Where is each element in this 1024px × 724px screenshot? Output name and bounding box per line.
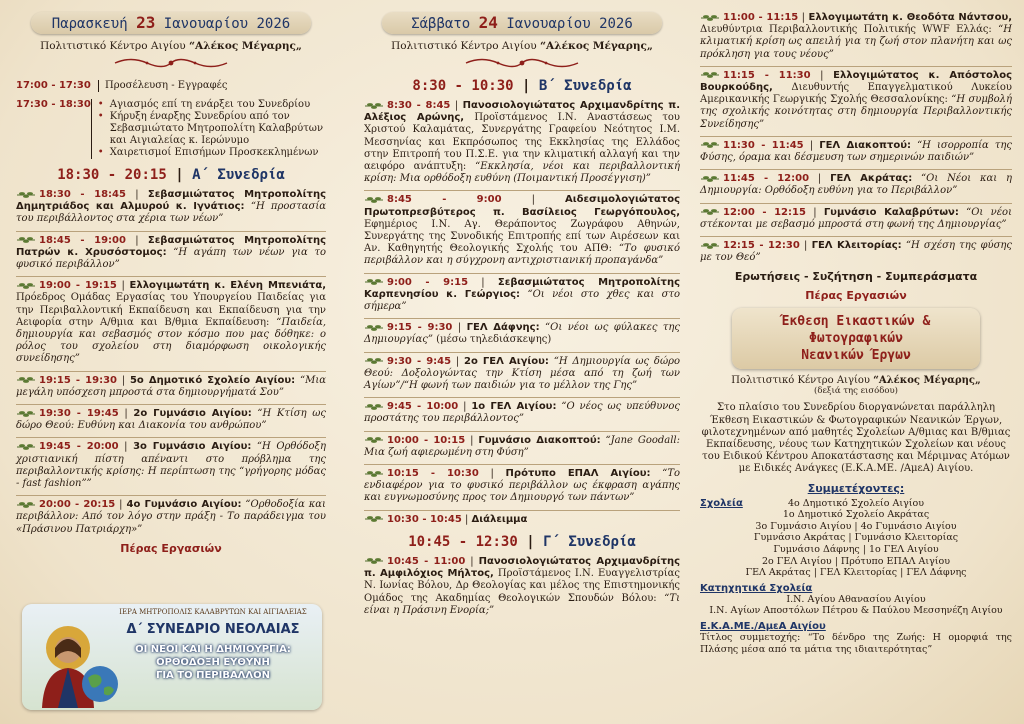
separator xyxy=(700,203,1012,204)
speaker: Ελλογιμωτάτη κ. Ελένη Μπενιάτα, xyxy=(129,280,326,292)
exhibition-heading xyxy=(732,308,980,369)
separator xyxy=(700,236,1012,237)
olive-leaf-icon xyxy=(700,208,720,216)
olive-leaf-icon xyxy=(364,278,384,286)
day-name: Παρασκευή xyxy=(51,16,128,32)
time-label: 19:30 - 19:45 xyxy=(39,408,119,420)
speaker: 3ο Γυμνάσιο Αιγίου: xyxy=(133,441,252,453)
time-label: 9:15 - 9:30 xyxy=(387,322,453,334)
friday-column xyxy=(0,0,340,724)
separator xyxy=(16,231,326,232)
time-label: 18:45 - 19:00 xyxy=(39,234,126,246)
olive-leaf-icon xyxy=(364,357,384,365)
catechetical-list xyxy=(700,594,1012,617)
exhibition-title: Νεανικών Έργων xyxy=(801,348,911,364)
time-label: 11:45 - 12:00 xyxy=(723,173,810,185)
talk-title: “Ο νέος ως υπεύθυνος προστάτης του περιβάλλοντος” xyxy=(364,401,680,425)
date-heading-friday xyxy=(31,12,311,34)
speaker: Γυμνάσιο Καλαβρύτων: xyxy=(823,206,959,218)
olive-leaf-icon xyxy=(364,403,384,411)
venue-line xyxy=(16,40,326,52)
venue-label: Πολιτιστικό Κέντρο Αιγίου xyxy=(391,40,537,52)
speaker: Πανοσιολογιώτατος Αρχιμανδρίτης π. Αλέξιος Αρώνης, xyxy=(364,100,680,124)
ornament-icon xyxy=(111,56,231,70)
program-item: 18:45 - 19:00 | Σεβασμιώτατος Μητροπολίτης Πατρών κ. Χρυσόστομος: “Η αγάπη των νέων για το φυσικό περιβάλλον” xyxy=(16,234,327,271)
opening-list xyxy=(91,99,326,159)
speaker: ΓΕΛ Ακράτας: xyxy=(830,173,913,185)
separator xyxy=(364,510,680,511)
olive-leaf-icon xyxy=(700,71,720,79)
ekame-label: Ε.Κ.Α.ΜΕ./ΑμεΑ Αιγίου xyxy=(700,621,826,633)
separator xyxy=(16,404,326,405)
talk-title: “Η κλιματική κρίση ως απειλή για τη ζωή στον πλανήτη και ως πρόκληση για τους νέους” xyxy=(700,24,1012,60)
banner-subtitle xyxy=(106,643,320,682)
olive-leaf-icon xyxy=(700,14,720,22)
session-a-list xyxy=(16,189,326,536)
speaker: Σεβασμιώτατος Μητροπολίτης Δημητριάδος και Αλμυρού κ. Ιγνάτιος: xyxy=(16,189,326,213)
program-item: 10:45 - 11:00 | Πανοσιολογιώτατος Αρχιμανδρίτης π. Αμφιλόχιος Μήλτος, Προϊστάμενος Ι.Ν. Ευαγγελιστρίας Ν. Ιωνίας Βόλου, Δρ Θεολογίας και μέλος της Επιστημονικής Ομάδος της Ακαδημίας Θεολογικών Σπουδών Βόλου: “Τι είναι η Πράσινη Ενορία;” xyxy=(364,555,681,616)
session-b-list xyxy=(364,100,680,526)
speaker: 5ο Δημοτικό Σχολείο Αιγίου: xyxy=(129,374,296,386)
program-item: 11:30 - 11:45 | ΓΕΛ Διακοπτού: “Η ισορροπία της Φύσης, όραμα και δέσμευση των σημερινών παιδιών” xyxy=(700,139,1013,164)
separator xyxy=(364,190,680,191)
time-label: 9:00 - 9:15 xyxy=(387,276,469,288)
separator xyxy=(364,431,680,432)
speaker-role: Προϊστάμενος Ι.Ν. Αναστάσεως του Χριστού Καλαμάτας, Συνεργάτης Γραφείου Νεότητος Ι.Μ. Μεσσηνίας και Εκπρόσωπος της Εκκλησίας της Ελλάδος στην Επιτροπή του Π.Σ.Ε. για την κλιματική αλλαγή και την αειφόρο ανάπτυξη: xyxy=(364,112,681,173)
list-item: 4ο Δημοτικό Σχολείο Αιγίου xyxy=(788,497,924,509)
olive-leaf-icon xyxy=(364,196,384,204)
list-item: • Κήρυξη έναρξης Συνεδρίου από τον Σεβασμιώτατο Μητροπολίτη Καλαβρύτων και Αιγιαλείας κ. Ιερώνυμο xyxy=(108,111,326,147)
program-item: 11:00 - 11:15 | Ελλογιμωτάτη κ. Θεοδότα Νάντσου, Διευθύντρια Περιβαλλοντικής Πολιτικής WWF Ελλάς: “Η κλιματική κρίση ως απειλή για τη ζωή στον πλανήτη και ως πρόκληση για τους νέους” xyxy=(700,12,1012,60)
program-item: 18:30 - 18:45 | Σεβασμιώτατος Μητροπολίτης Δημητριάδος και Αλμυρού κ. Ιγνάτιος: “Η προστασία του περιβάλλοντος στα χέρια των νέων” xyxy=(16,189,326,225)
exhibition-description: Στο πλαίσιο του Συνεδρίου διοργανώνεται παράλληλη Έκθεση Εικαστικών & Φωτογραφικών Νεανικών Έργων, φιλοτεχνημένων από μαθητές Σχολείων Α/θμιας και Β/θμιας Εκπαίδευσης, νέους των Κατηχητικών Σχολείων και νέους του Ειδικού Κέντρου Αποκατάστασης και Μέριμνας Ατόμων με Ειδικές Ανάγκες (Ε.Κ.Α.ΜΕ. /ΑμεΑ) Αιγίου. xyxy=(701,402,1011,475)
time-label: 19:15 - 19:30 xyxy=(39,374,117,386)
session-time: 8:30 - 10:30 xyxy=(412,78,514,94)
program-item: 11:45 - 12:00 | ΓΕΛ Ακράτας: “Οι Νέοι και η Δημιουργία: Ορθόδοξη ευθύνη για το Περιβάλλον” xyxy=(700,173,1012,197)
speaker-role: Εφημέριος Ι.Ν. Αγ. Θεράποντος Ζωγράφου Αθηνών, Συνεργάτης της Συνοδικής Επιτροπής επί των Αιρέσεων και Αν. Καθηγητής Θεολογικής Σχολής του ΑΠΘ: xyxy=(364,218,680,255)
talk-note: (μέσω τηλεδιάσκεψης) xyxy=(436,334,552,346)
speaker: ΓΕΛ Διακοπτού: xyxy=(819,139,911,151)
talk-title: “Οι Νέοι και η Δημιουργία: Ορθόδοξη ευθύνη για το Περιβάλλον” xyxy=(700,173,1012,197)
talk-title: “Η ισορροπία της Φύσης, όραμα και δέσμευση των σημερινών παιδιών” xyxy=(700,139,1013,164)
list-item: 2ο ΓΕΛ Αιγίου | Πρότυπο ΕΠΑΛ Αιγίου xyxy=(762,555,950,567)
separator xyxy=(16,437,326,438)
schools-list xyxy=(700,498,1012,579)
date-heading-saturday xyxy=(382,12,662,34)
separator xyxy=(16,371,326,372)
speaker: Αιδεσιμολογιώτατος Πρωτοπρεσβύτερος π. Βασίλειος Γεωργόπουλος, xyxy=(364,194,680,218)
day-number: 23 xyxy=(136,13,156,32)
olive-leaf-icon xyxy=(16,376,36,384)
program-item: 9:45 - 10:00 | 1ο ΓΕΛ Αιγίου: “Ο νέος ως υπεύθυνος προστάτης του περιβάλλοντος” xyxy=(364,401,680,425)
time-label: 12:00 - 12:15 xyxy=(723,206,806,218)
banner-text xyxy=(106,608,320,682)
qa-line: Ερωτήσεις - Συζήτηση - Συμπεράσματα xyxy=(734,270,978,284)
talk-title: “Το φυσικό περιβάλλον και η σύγχρονη αντιχριστιανική προπαγάνδα” xyxy=(364,243,681,267)
list-item: • Χαιρετισμοί Επισήμων Προσκεκλημένων xyxy=(108,147,326,159)
pre-session-row xyxy=(16,99,326,159)
month-name: Ιανουαρίου xyxy=(506,16,591,32)
venue-label: Πολιτιστικό Κέντρο Αιγίου xyxy=(731,375,870,387)
talk-title: “Η προστασία του περιβάλλοντος στα χέρια των νέων” xyxy=(16,201,326,225)
program-item: 19:45 - 20:00 | 3ο Γυμνάσιο Αιγίου: “Η Ορθόδοξη χριστιανική πίστη απέναντι στο πρόβλημα της περιβαλλοντικής κρίσης: Η περίπτωση της “γρήγορης μόδας - fast fashion”” xyxy=(16,441,326,490)
time-label: 19:00 - 19:15 xyxy=(39,280,117,292)
talk-title: “Jane Goodall: Μια ζωή αφιερωμένη στη Φύση” xyxy=(364,434,680,458)
row-text: Προσέλευση - Εγγραφές xyxy=(98,80,227,92)
session-a-heading: 18:30 - 20:15 | Α΄ Συνεδρία xyxy=(57,167,285,183)
session-time: 10:45 - 12:30 xyxy=(408,533,518,550)
program-item: 10:00 - 10:15 | Γυμνάσιο Διακοπτού: “Jane Goodall: Μια ζωή αφιερωμένη στη Φύση” xyxy=(364,434,680,458)
time-label: 19:45 - 20:00 xyxy=(39,441,119,453)
talk-title: “Παιδεία, δημιουργία και σεβασμός στον κόσμο που μας δόθηκε: ο ρόλος του σχολείου στη διαμόρφωση οικολογικής συνείδησης” xyxy=(16,316,326,365)
program-item: 20:00 - 20:15 | 4ο Γυμνάσιο Αιγίου: “Ορθοδοξία και περιβάλλον: Από τον λόγο στην πράξη - Το παράδειγμα του «Πράσινου Πατριάρχη»” xyxy=(16,499,326,535)
participants-heading: Συμμετέχοντες: xyxy=(807,481,905,495)
session-name: Γ΄ Συνεδρία xyxy=(543,533,636,550)
program-item: 19:30 - 19:45 | 2ο Γυμνάσιο Αιγίου: “Η Κτίση ως δώρο Θεού: Ευθύνη και Διακονία του ανθρώπου” xyxy=(16,408,327,432)
olive-leaf-icon xyxy=(700,175,720,183)
olive-leaf-icon xyxy=(16,236,36,244)
olive-leaf-icon xyxy=(364,102,384,110)
year: 2026 xyxy=(256,16,291,32)
speaker-role: Προϊστάμενος Ι.Ν. Ευαγγελιστρίας Ν. Ιωνίας Βόλου, Δρ Θεολογίας και μέλος της Επιστημονικής Ομάδος της Ακαδημίας Θεολογικών Σπουδών Βόλου: xyxy=(364,568,681,604)
talk-title: “Οι νέοι ως φύλακες της Δημιουργίας” xyxy=(364,322,680,346)
time-label: 10:30 - 10:45 xyxy=(387,513,462,525)
olive-leaf-icon xyxy=(364,324,384,332)
speaker: 1ο ΓΕΛ Αιγίου: xyxy=(471,401,557,413)
program-item: 12:00 - 12:15 | Γυμνάσιο Καλαβρύτων: “Οι νέοι στέκονται με σεβασμό μπροστά στη φωνή της Δημιουργίας” xyxy=(700,206,1012,230)
time-label: 17:30 - 18:30 xyxy=(16,99,91,110)
speaker: 4ο Γυμνάσιο Αιγίου: xyxy=(126,499,242,511)
talk-title: “Η αγάπη των νέων για το φυσικό περιβάλλον” xyxy=(16,246,327,271)
time-label: 10:15 - 10:30 xyxy=(387,468,479,480)
venue-name: “Αλέκος Μέγαρης„ xyxy=(873,375,981,387)
time-label: 11:00 - 11:15 xyxy=(723,12,799,23)
separator xyxy=(700,66,1012,67)
time-label: 8:45 - 9:00 xyxy=(387,194,502,206)
olive-leaf-icon xyxy=(364,515,384,523)
speaker: Διάλειμμα xyxy=(471,513,528,525)
time-label: 11:15 - 11:30 xyxy=(723,69,811,81)
day-name: Σάββατο xyxy=(411,16,471,32)
olive-leaf-icon xyxy=(700,141,720,149)
separator xyxy=(16,276,326,277)
program-item: 10:30 - 10:45 | Διάλειμμα xyxy=(364,514,680,526)
speaker: Πρότυπο ΕΠΑΛ Αιγίου: xyxy=(505,468,651,480)
olive-leaf-icon xyxy=(700,242,720,250)
program-item: 12:15 - 12:30 | ΓΕΛ Κλειτορίας: “Η σχέση της φύσης με τον Θεό” xyxy=(700,240,1012,264)
separator xyxy=(364,397,680,398)
program-item: 19:00 - 19:15 | Ελλογιμωτάτη κ. Ελένη Μπενιάτα, Πρόεδρος Ομάδας Εργασίας του Υπουργείου Παιδείας για την Περιβαλλοντική Εκπαίδευση και Εκπαίδευση για την Αειφορία στην Α/θμια και Β/θμια Εκπαίδευση: “Παιδεία, δημιουργία και σεβασμός στον κόσμο που μας δόθηκε: ο ρόλος του σχολείου στη διαμόρφωση οικολογικής συνείδησης” xyxy=(16,280,326,365)
session-name: Β΄ Συνεδρία xyxy=(538,78,632,94)
list-item: Ι.Ν. Αγίων Αποστόλων Πέτρου & Παύλου Μεσσηνέζη Αιγίου xyxy=(709,605,1003,617)
exhibition-title: Έκθεση Εικαστικών & Φωτογραφικών xyxy=(781,314,931,347)
time-label: 8:30 - 8:45 xyxy=(387,100,451,111)
olive-leaf-icon xyxy=(16,501,36,509)
list-item: Ι.Ν. Αγίου Αθανασίου Αιγίου xyxy=(786,593,926,605)
banner-line: ΟΙ ΝΕΟΙ ΚΑΙ Η ΔΗΜΙΟΥΡΓΙΑ: xyxy=(135,644,291,655)
time-label: 10:45 - 11:00 xyxy=(387,555,466,567)
session-name: Α΄ Συνεδρία xyxy=(192,167,285,183)
separator xyxy=(16,495,326,496)
list-item: Γυμνάσιο Ακράτας | Γυμνάσιο Κλειτορίας xyxy=(753,532,959,544)
separator xyxy=(364,464,680,465)
time-label: 18:30 - 18:45 xyxy=(39,189,126,200)
conference-banner xyxy=(22,604,322,710)
olive-leaf-icon xyxy=(364,436,384,444)
talk-title: “Η Δημιουργία ως δώρο Θεού: Δοξολογώντας την Κτίση μέσα από τη ζωή των Αγίων”/“Η φωνή των παιδιών για το μέλλον της Γης” xyxy=(364,355,681,392)
month-name: Ιανουαρίου xyxy=(163,16,249,32)
ornament-icon xyxy=(462,56,582,70)
end-of-work: Πέρας Εργασιών xyxy=(805,289,907,303)
time-label: 9:45 - 10:00 xyxy=(387,401,459,413)
venue-line xyxy=(364,40,680,52)
speaker: Γυμνάσιο Διακοπτού: xyxy=(478,434,601,446)
talk-title: “Οι νέοι στο χθες και στο σήμερα” xyxy=(364,288,680,313)
speaker: 2ο ΓΕΛ Αιγίου: xyxy=(464,355,549,367)
talk-title: “Η Ορθόδοξη χριστιανική πίστη απέναντι στο πρόβλημα της περιβαλλοντικής κρίσης: Η περίπτωση της “γρήγορης μόδας - fast fashion”” xyxy=(16,441,326,490)
banner-line: ΙΕΡΑ ΜΗΤΡΟΠΟΛΙΣ ΚΑΛΑΒΡΥΤΩΝ ΚΑΙ ΑΙΓΙΑΛΕΙΑΣ xyxy=(119,608,307,616)
olive-leaf-icon xyxy=(16,191,36,199)
program-item: 9:30 - 9:45 | 2ο ΓΕΛ Αιγίου: “Η Δημιουργία ως δώρο Θεού: Δοξολογώντας την Κτίση μέσα από τη ζωή των Αγίων”/“Η φωνή των παιδιών για το μέλλον της Γης” xyxy=(364,355,681,392)
olive-leaf-icon xyxy=(16,410,36,418)
program-item: 9:00 - 9:15 | Σεβασμιώτατος Μητροπολίτης Καρπενησίου κ. Γεώργιος: “Οι νέοι στο χθες και στο σήμερα” xyxy=(364,276,680,313)
speaker: Ελλογιμώτατος κ. Απόστολος Βουρκούδης, xyxy=(700,69,1012,94)
speaker: Ελλογιμωτάτη κ. Θεοδότα Νάντσου, xyxy=(808,12,1012,23)
separator xyxy=(364,352,680,353)
speaker: Πανοσιολογιώτατος Αρχιμανδρίτης π. Αμφιλόχιος Μήλτος, xyxy=(364,555,681,580)
time-label: 20:00 - 20:15 xyxy=(39,499,116,511)
end-of-work: Πέρας Εργασιών xyxy=(120,541,222,555)
list-item: ΓΕΛ Ακράτας | ΓΕΛ Κλειτορίας | ΓΕΛ Δάφνης xyxy=(745,567,967,579)
talk-title: “Η σχέση της φύσης με τον Θεό” xyxy=(700,240,1012,264)
program-item: 8:30 - 8:45 | Πανοσιολογιώτατος Αρχιμανδρίτης π. Αλέξιος Αρώνης, Προϊστάμενος Ι.Ν. Αναστάσεως του Χριστού Καλαμάτας, Συνεργάτης Γραφείου Νεότητος Ι.Μ. Μεσσηνίας και Εκπρόσωπος της Εκκλησίας της Ελλάδος στην Επιτροπή του Π.Σ.Ε. για την κλιματική αλλαγή και την αειφόρο ανάπτυξη: “Εκκλησία, νέοι και περιβαλλοντική κρίση: Μια ορθόδοξη ευθύνη (Ποιμαντική Προσέγγιση)” xyxy=(364,100,681,185)
program-item: 11:15 - 11:30 | Ελλογιμώτατος κ. Απόστολος Βουρκούδης, Διευθυντής Επαγγελματικού Λυκείου Αμερικανικής Γεωργικής Σχολής Θεσσαλονίκης: “Η συμβολή της σχολικής κοινότητας στη δημιουργία Περιβαλλοντικής Συνείδησης” xyxy=(700,69,1012,130)
speaker: ΓΕΛ Δάφνης: xyxy=(466,322,540,334)
time-label: 11:30 - 11:45 xyxy=(723,139,804,151)
banner-line: ΓΙΑ ΤΟ ΠΕΡΙΒΑΛΛΟΝ xyxy=(155,670,271,681)
time-label: 12:15 - 12:30 xyxy=(723,240,800,252)
banner-title: Δ΄ ΣΥΝΕΔΡΙΟ ΝΕΟΛΑΙΑΣ xyxy=(126,622,300,637)
time-label: 10:00 - 10:15 xyxy=(387,434,466,446)
olive-leaf-icon xyxy=(364,470,384,478)
list-item: 1ο Δημοτικό Σχολείο Ακράτας xyxy=(782,509,930,521)
time-label: 17:00 - 17:30 xyxy=(16,80,91,91)
list-item: Γυμνάσιο Δάφνης | 1ο ΓΕΛ Αιγίου xyxy=(773,544,939,556)
venue-name: “Αλέκος Μέγαρης„ xyxy=(540,40,653,52)
talk-title: “Το ενδιαφέρον για το φυσικό περιβάλλον ως έκφραση αγάπης και ευγνωμοσύνης προς τον Δημιουργό των πάντων” xyxy=(364,468,681,504)
talk-title: “Ορθοδοξία και περιβάλλον: Από τον λόγο στην πράξη - Το παράδειγμα του «Πράσινου Πατριάρχη»” xyxy=(16,499,326,535)
session-b-heading: 8:30 - 10:30 | Β΄ Συνεδρία xyxy=(412,78,632,94)
talk-title: “Τι είναι η Πράσινη Ενορία;” xyxy=(364,592,680,616)
program-item: 10:15 - 10:30 | Πρότυπο ΕΠΑΛ Αιγίου: “Το ενδιαφέρον για το φυσικό περιβάλλον ως έκφραση αγάπης και ευγνωμοσύνης προς τον Δημιουργό των πάντων” xyxy=(364,468,681,504)
catechetical-label: Κατηχητικά Σχολεία xyxy=(700,582,813,594)
speaker-role: Διευθύντρια Περιβαλλοντικής Πολιτικής WWF Ελλάς: xyxy=(700,24,992,36)
venue-label: Πολιτιστικό Κέντρο Αιγίου xyxy=(40,40,186,52)
year: 2026 xyxy=(599,16,633,32)
session-time: 18:30 - 20:15 xyxy=(57,167,167,183)
banner-line: ΟΡΘΟΔΟΞΗ ΕΥΘΥΝΗ xyxy=(156,657,270,668)
speaker: 2ο Γυμνάσιο Αιγίου: xyxy=(133,408,252,420)
ekame-text: Τίτλος συμμετοχής: “Το δένδρο της Ζωής: Η ομορφιά της Πλάσης μέσα από τα μάτια της ιδιαιτερότητας” xyxy=(700,632,1012,655)
olive-leaf-icon xyxy=(16,443,36,451)
talk-title: “Η συμβολή της σχολικής κοινότητας στη δημιουργία Περιβαλλοντικής Συνείδησης” xyxy=(700,94,1012,130)
day-number: 24 xyxy=(478,13,498,32)
separator xyxy=(364,273,680,274)
separator xyxy=(700,169,1012,170)
olive-leaf-icon xyxy=(16,282,36,290)
speaker-role: Πρόεδρος Ομάδας Εργασίας του Υπουργείου Παιδείας για την Περιβαλλοντική Εκπαίδευση και Εκπαίδευση για την Αειφορία στην Α/θμια και Β/θμια Εκπαίδευση: xyxy=(16,292,326,328)
session-c-continued-list xyxy=(700,12,1012,264)
schools-label: Σχολεία xyxy=(700,497,743,509)
right-column xyxy=(692,0,1024,724)
speaker: Σεβασμιώτατος Μητροπολίτης Καρπενησίου κ. Γεώργιος: xyxy=(364,276,680,300)
talk-title: “Εκκλησία, νέοι και περιβαλλοντική κρίση: Μια ορθόδοξη ευθύνη (Ποιμαντική Προσέγγιση)” xyxy=(364,161,680,185)
talk-title: “Οι νέοι στέκονται με σεβασμό μπροστά στη φωνή της Δημιουργίας” xyxy=(700,206,1012,230)
program-item: 8:45 - 9:00 | Αιδεσιμολογιώτατος Πρωτοπρεσβύτερος π. Βασίλειος Γεωργόπουλος, Εφημέριος Ι.Ν. Αγ. Θεράποντος Ζωγράφου Αθηνών, Συνεργάτης της Συνοδικής Επιτροπής επί των Αιρέσεων και Αν. Καθηγητής Θεολογικής Σχολής του ΑΠΘ: “Το φυσικό περιβάλλον και η σύγχρονη αντιχριστιανική προπαγάνδα” xyxy=(364,194,681,267)
talk-title: “Μια μεγάλη υπόσχεση μπροστά στα δημιουργήματά Σου” xyxy=(16,374,326,398)
speaker-role: Διευθυντής Επαγγελματικού Λυκείου Αμερικανικής Γεωργικής Σχολής Θεσσαλονίκης: xyxy=(700,82,1012,106)
venue-note: (δεξιά της εισόδου) xyxy=(814,386,898,397)
talk-title: “Η Κτίση ως δώρο Θεού: Ευθύνη και Διακονία του ανθρώπου” xyxy=(16,408,327,432)
program-item: 9:15 - 9:30 | ΓΕΛ Δάφνης: “Οι νέοι ως φύλακες της Δημιουργίας” (μέσω τηλεδιάσκεψης) xyxy=(364,322,680,346)
pre-session-row xyxy=(16,80,326,92)
schools-block xyxy=(700,498,1012,579)
separator xyxy=(364,318,680,319)
program-item: 19:15 - 19:30 | 5ο Δημοτικό Σχολείο Αιγίου: “Μια μεγάλη υπόσχεση μπροστά στα δημιουργήματά Σου” xyxy=(16,374,326,398)
list-item: 3ο Γυμνάσιο Αιγίου | 4ο Γυμνάσιο Αιγίου xyxy=(755,520,957,532)
session-c-heading: 10:45 - 12:30 | Γ΄ Συνεδρία xyxy=(408,533,636,550)
speaker: Σεβασμιώτατος Μητροπολίτης Πατρών κ. Χρυσόστομος: xyxy=(16,234,326,258)
time-label: 9:30 - 9:45 xyxy=(387,355,452,367)
separator xyxy=(700,136,1012,137)
olive-leaf-icon xyxy=(364,557,384,565)
venue-name: “Αλέκος Μέγαρης„ xyxy=(189,40,302,52)
saturday-column xyxy=(350,0,690,724)
exhibition-venue xyxy=(700,375,1012,386)
speaker: ΓΕΛ Κλειτορίας: xyxy=(811,240,902,252)
session-c-list xyxy=(364,556,680,617)
list-item: • Αγιασμός επί τη ενάρξει του Συνεδρίου xyxy=(108,99,326,111)
